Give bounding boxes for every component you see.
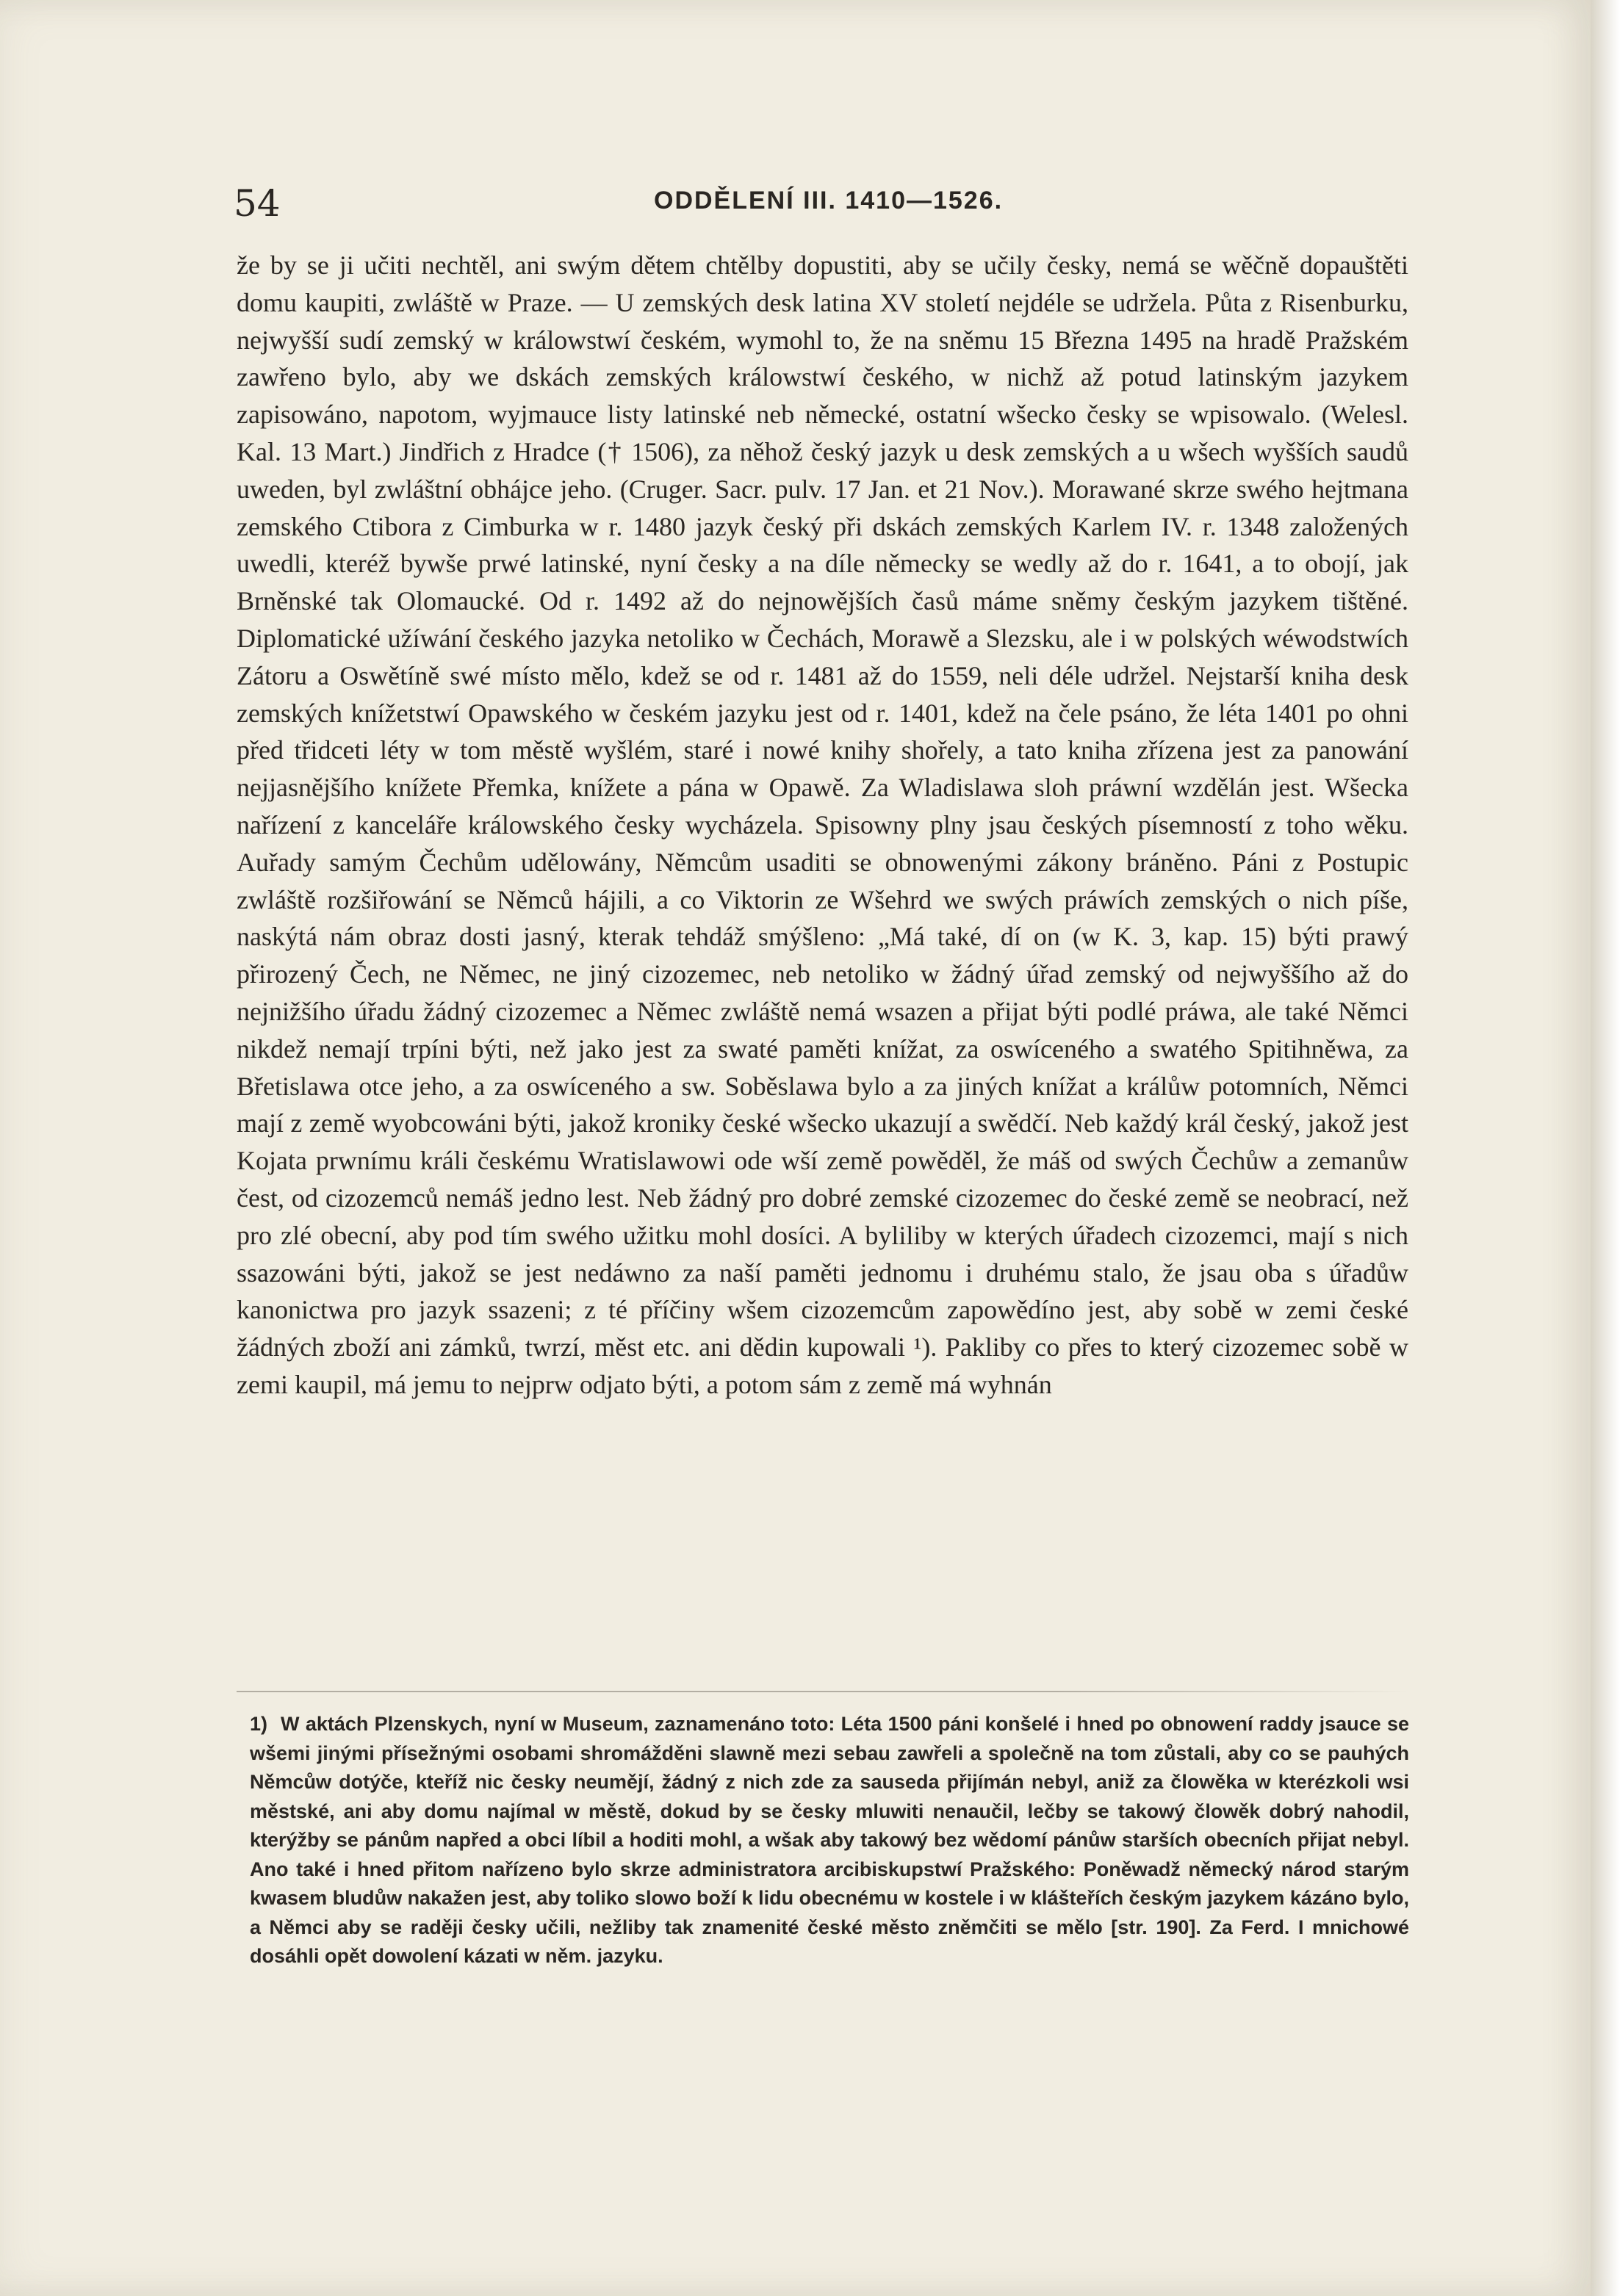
footnote xyxy=(250,1710,1409,1971)
footnote-separator xyxy=(237,1691,1408,1692)
section-heading: ODDĚLENÍ III. 1410—1526. xyxy=(654,187,1004,214)
footnote-text: W aktách Plzenskych, nyní w Museum, zaznamenáno toto: Léta 1500 páni konšelé i hned po obnowení raddy jsauce se wšemi jinými přísežnými osobami shromážděni slawně mezi sebau zawřeli a společně na tom zůstali, aby co se pauhých Němcůw dotýče, kteříž nic česky neumějí, žádný z nich zde za sauseda přijímán nebyl, aniž za člowěka w kterézkoli wsi městské, ani aby domu najímal w městě, dokud by se česky mluwiti nenaučil, lečby se takowý člowěk dobrý nahodil, kterýžby se pánům napřed a obci líbil a hoditi mohl, a wšak aby takowý bez wědomí pánůw starších obecních přijat nebyl. Ano také i hned přitom nařízeno bylo skrze administratora arcibiskupstwí Pražského: Poněwadž německý národ starým kwasem bludůw nakažen jest, aby toliko slowo boží k lidu obecnému w kostele i w klášteřích českým jazykem kázáno bylo, a Němci aby se raději česky učili, nežliby tak znamenité české město zněmčiti se mělo [str. 190]. Za Ferd. I mnichowé dosáhli opět dowolení kázati w něm. jazyku. xyxy=(250,1713,1409,1967)
running-head xyxy=(234,182,1409,234)
page-number: 54 xyxy=(234,182,281,225)
main-text xyxy=(237,247,1408,1404)
footnote-marker: 1) xyxy=(250,1713,268,1735)
page-edge xyxy=(1591,0,1620,2296)
body-paragraph: že by se ji učiti nechtěl, ani swým dětem chtělby dopustiti, aby se učily česky, nemá se wěčně dopauštěti domu kaupiti, zwláště w Praze. — U zemských desk latina XV století nejdéle se udržela. Půta z Risenburku, nejwyšší sudí zemský w králowstwí českém, wymohl to, že na sněmu 15 Března 1495 na hradě Pražském zawřeno bylo, aby we dskách zemských králowstwí českého, w nichž až potud latinským jazykem zapisowáno, napotom, wyjmauce listy latinské neb německé, ostatní wšecko česky se wpisowalo. (Welesl. Kal. 13 Mart.) Jindřich z Hradce († 1506), za něhož český jazyk u desk zemských a u wšech wyšších saudů uweden, byl zwláštní obhájce jeho. (Cruger. Sacr. pulv. 17 Jan. et 21 Nov.). Morawané skrze swého hejtmana zemského Ctibora z Cimburka w r. 1480 jazyk český při dskách zemských Karlem IV. r. 1348 založených uwedli, kteréž bywše prwé latinské, nyní česky a na díle německy se wedly až do r. 1641, a to obojí, jak Brněnské tak Olomaucké. Od r. 1492 až do nejnowějších časů máme sněmy českým jazykem tištěné. Diplomatické užíwání českého jazyka netoliko w Čechách, Morawě a Slezsku, ale i w polských wéwodstwích Zátoru a Oswětíně swé místo mělo, kdež se od r. 1481 až do 1559, neli déle udržel. Nejstarší kniha desk zemských knížetstwí Opawského w českém jazyku jest od r. 1401, kdež na čele psáno, že léta 1401 po ohni před třidceti léty w tom městě wyšlém, staré i nowé knihy shořely, a tato kniha zřízena jest za panowání nejjasnějšího knížete Přemka, knížete a pána w Opawě. Za Wladislawa sloh práwní wzdělán jest. Wšecka nařízení z kanceláře králowského česky wycházela. Spisowny plny jsau českých písemností z toho wěku. Auřady samým Čechům udělowány, Němcům usaditi se obnowenými zákony bráněno. Páni z Postupic zwláště rozšiřowání se Němců hájili, a co Viktorin ze Wšehrd we swých práwích zemských o nich píše, naskýtá nám obraz dosti jasný, kterak tehdáž smýšleno: „Má také, dí on (w K. 3, kap. 15) býti prawý přirozený Čech, ne Němec, ne jiný cizozemec, neb netoliko w žádný úřad zemský od nejwyššího až do nejnižšího úřadu žádný cizozemec a Němec zwláště nemá wsazen a přijat býti podlé práwa, ale také Němci nikdež nemají trpíni býti, než jako jest za swaté paměti knížat, za oswíceného a swatého Spitihněwa, za Břetislawa otce jeho, a za oswíceného a sw. Soběslawa bylo a za jiných knížat a králůw potomních, Němci mají z země wyobcowáni býti, jakož kroniky české wšecko ukazují a swědčí. Neb každý král český, jakož jest Kojata prwnímu králi českému Wratislawowi ode wší země powěděl, že máš od swých Čechůw a zemanůw čest, od cizozemců nemáš jedno lest. Neb žádný pro dobré zemské cizozemec do české země se neobrací, než pro zlé obecní, aby pod tím swého užitku mohl dosíci. A byliliby w kterých úřadech cizozemci, mají s nich ssazowáni býti, jakož se jest nedáwno za naší paměti jednomu i druhému stalo, že jsau oba s úřadůw kanonictwa pro jazyk ssazeni; z té příčiny wšem cizozemcům zapowědíno jest, aby sobě w zemi české žádných zboží ani zámků, twrzí, měst etc. ani dědin kupowali ¹). Pakliby co přes to který cizozemec sobě w zemi kaupil, má jemu to nejprw odjato býti, a potom sám z země má wyhnán xyxy=(237,250,1408,1399)
